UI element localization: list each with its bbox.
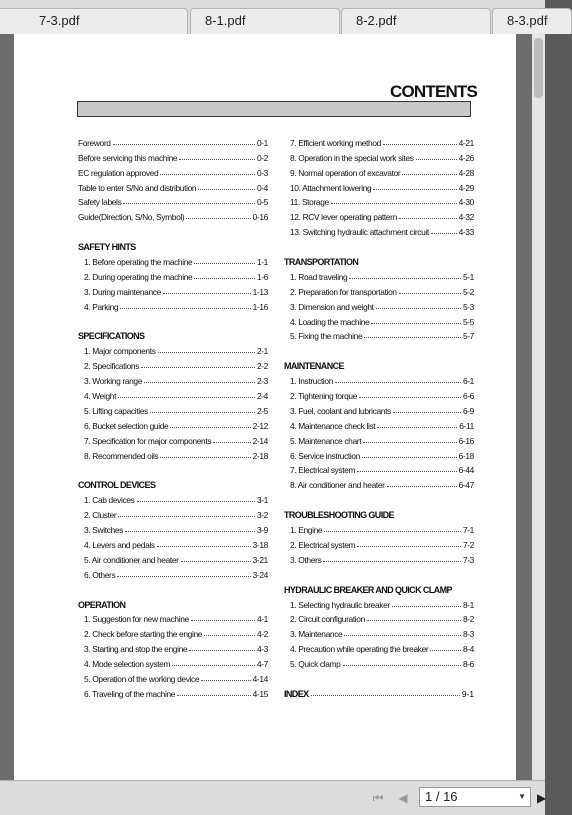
dot-leader <box>163 292 251 294</box>
toc-entry-page: 4-21 <box>458 137 474 148</box>
dot-leader <box>359 396 461 398</box>
toc-left-column <box>78 133 268 699</box>
toc-entry-title: 1. Instruction <box>290 376 334 387</box>
dot-leader <box>186 217 250 219</box>
toc-entry-page: 6-11 <box>459 420 474 431</box>
toc-entry-title: Safety labels <box>78 197 122 208</box>
toc-entry[interactable] <box>284 148 474 163</box>
toc-entry[interactable] <box>284 520 474 535</box>
toc-entry-title: 1. Suggestion for new machine <box>84 614 189 625</box>
toc-entry-page: 2-3 <box>256 376 268 387</box>
dot-leader <box>387 485 457 487</box>
toc-entry-page: 6-44 <box>458 465 474 476</box>
dot-leader <box>144 381 255 383</box>
toc-entry-title: 5. Quick clamp <box>290 659 341 670</box>
toc-entry-page: 5-1 <box>462 271 474 282</box>
dot-leader <box>344 634 461 636</box>
toc-entry[interactable] <box>78 267 268 282</box>
dot-leader <box>431 232 457 234</box>
dot-leader <box>311 694 460 696</box>
toc-entry-title: 4. Parking <box>84 301 119 312</box>
toc-entry[interactable] <box>78 565 268 580</box>
toc-entry[interactable] <box>78 535 268 550</box>
dot-leader <box>376 307 461 309</box>
toc-entry[interactable] <box>284 327 474 342</box>
dot-leader <box>118 515 255 517</box>
toc-entry-title: INDEX <box>284 688 309 699</box>
toc-entry-page: 7-1 <box>462 525 474 536</box>
toc-entry-page: 8-2 <box>462 614 474 625</box>
toc-entry-page: 5-5 <box>462 316 474 327</box>
tab-7-3[interactable] <box>0 8 188 34</box>
toc-entry-page: 0-1 <box>256 137 268 148</box>
toc-entry-title: 1. Major components <box>84 346 156 357</box>
toc-entry[interactable] <box>78 386 268 401</box>
toc-entry[interactable] <box>284 222 474 237</box>
toc-entry-title: 1. Engine <box>290 525 323 536</box>
toc-entry-page: 4-1 <box>256 614 268 625</box>
toc-entry[interactable] <box>284 371 474 386</box>
toc-entry-title: 3. Starting and stop the engine <box>84 644 188 655</box>
first-page-icon[interactable]: ⏮ <box>372 791 384 805</box>
toc-entry-title: Foreword <box>78 137 111 148</box>
toc-entry-page: 7-2 <box>462 539 474 550</box>
toc-entry-title: 4. Loading the machine <box>290 316 370 327</box>
dot-leader <box>141 366 255 368</box>
toc-entry[interactable] <box>284 654 474 669</box>
toc-entry-title: 2. Electrical system <box>290 539 356 550</box>
toc-entry[interactable] <box>284 416 474 431</box>
toc-entry-title: 3. Dimension and weight <box>290 301 374 312</box>
dot-leader <box>402 173 456 175</box>
toc-entry-title: 10. Attachment lowering <box>290 182 372 193</box>
dot-leader <box>367 619 461 621</box>
toc-entry[interactable] <box>284 624 474 639</box>
toc-entry[interactable] <box>284 297 474 312</box>
toc-entry[interactable] <box>78 252 268 267</box>
toc-entry[interactable] <box>78 639 268 654</box>
dot-leader <box>125 530 255 532</box>
toc-section-heading: SPECIFICATIONS <box>78 331 145 342</box>
dot-leader <box>430 649 461 651</box>
toc-entry-page: 2-18 <box>252 450 268 461</box>
toc-entry-title: 9. Normal operation of excavator <box>290 167 401 178</box>
toc-entry-title: 4. Weight <box>84 391 117 402</box>
toc-entry[interactable] <box>78 431 268 446</box>
dot-leader <box>357 545 461 547</box>
toc-entry[interactable] <box>78 371 268 386</box>
toc-entry[interactable] <box>284 639 474 654</box>
toc-entry-page: 6-9 <box>462 405 474 416</box>
pdf-viewer[interactable] <box>0 34 545 780</box>
dot-leader <box>204 634 255 636</box>
dot-leader <box>373 188 456 190</box>
toc-entry[interactable] <box>78 341 268 356</box>
toc-entry[interactable] <box>78 207 268 222</box>
toc-entry-page: 6-1 <box>462 376 474 387</box>
toc-entry-title: Table to enter S/No and distribution <box>78 182 197 193</box>
toc-entry[interactable] <box>78 550 268 565</box>
toc-entry[interactable] <box>284 535 474 550</box>
toc-entry-title: 5. Maintenance chart <box>290 435 362 446</box>
toc-entry-title: 5. Air conditioner and heater <box>84 554 179 565</box>
dot-leader <box>177 694 251 696</box>
toc-entry-page: 0-4 <box>256 182 268 193</box>
next-page-icon[interactable]: ▶ <box>537 791 547 805</box>
toc-right-column <box>284 133 474 699</box>
toc-entry[interactable] <box>284 550 474 565</box>
toc-entry[interactable] <box>284 401 474 416</box>
toc-entry[interactable] <box>78 446 268 461</box>
toc-entry-page: 5-7 <box>462 331 474 342</box>
toc-entry[interactable] <box>78 193 268 208</box>
toc-entry-page: 1-6 <box>256 271 268 282</box>
toc-entry[interactable] <box>78 401 268 416</box>
page-selector[interactable] <box>419 787 531 807</box>
toc-entry[interactable] <box>78 505 268 520</box>
toc-entry-title: 13. Switching hydraulic attachment circuit <box>290 227 429 238</box>
toc-entry[interactable] <box>284 282 474 297</box>
dot-leader <box>335 381 461 383</box>
toc-section-heading: OPERATION <box>78 599 126 610</box>
toc-entry-title: 1. Selecting hydraulic breaker <box>290 599 390 610</box>
dot-leader <box>392 605 461 607</box>
toc-section-heading: CONTROL DEVICES <box>78 480 156 491</box>
toc-entry-title: 7. Efficient working method <box>290 137 381 148</box>
toc-entry-page: 2-5 <box>256 405 268 416</box>
toc-entry-page: 4-2 <box>256 629 268 640</box>
toc-entry-page: 3-21 <box>252 554 268 565</box>
scrollbar-thumb[interactable] <box>534 38 543 98</box>
dot-leader <box>383 143 457 145</box>
chevron-down-icon: ▼ <box>518 792 526 801</box>
toc-entry-title: 8. Recommended oils <box>84 450 159 461</box>
toc-entry-title: 3. Maintenance <box>290 629 343 640</box>
toc-entry[interactable] <box>78 148 268 163</box>
toc-entry-page: 8-4 <box>462 644 474 655</box>
dot-leader <box>343 664 461 666</box>
toc-entry[interactable] <box>284 193 474 208</box>
dot-leader <box>158 351 255 353</box>
toc-entry-title: 3. Others <box>290 554 322 565</box>
toc-entry-title: 6. Bucket selection guide <box>84 420 169 431</box>
toc-entry-title: 7. Electrical system <box>290 465 356 476</box>
dot-leader <box>377 426 457 428</box>
toc-entry[interactable] <box>284 386 474 401</box>
vertical-scrollbar[interactable] <box>532 34 545 780</box>
toc-entry-title: EC regulation approved <box>78 167 159 178</box>
toc-entry[interactable] <box>78 282 268 297</box>
dot-leader <box>416 158 457 160</box>
dot-leader <box>349 277 461 279</box>
toc-entry[interactable] <box>78 178 268 193</box>
toc-entry-title: 1. Road traveling <box>290 271 348 282</box>
toc-entry-title: 12. RCV lever operating pattern <box>290 212 397 223</box>
toc-entry-title: 3. Working range <box>84 376 143 387</box>
toc-entry-page: 4-26 <box>458 152 474 163</box>
toc-entry-title: 2. Preparation for transportation <box>290 286 397 297</box>
toc-entry[interactable] <box>78 133 268 148</box>
dot-leader <box>120 307 250 309</box>
toc-entry-page: 6-6 <box>462 391 474 402</box>
dot-leader <box>213 441 250 443</box>
toc-entry[interactable] <box>78 624 268 639</box>
toc-section-heading: HYDRAULIC BREAKER AND QUICK CLAMP <box>284 584 452 595</box>
toc-entry[interactable] <box>284 595 474 610</box>
dot-leader <box>364 336 461 338</box>
page-navigation-bar <box>0 780 545 815</box>
tab-8-1[interactable] <box>190 8 340 34</box>
dot-leader <box>357 470 456 472</box>
dot-leader <box>118 396 255 398</box>
toc-entry-title: 3. Switches <box>84 525 123 536</box>
toc-entry[interactable] <box>78 610 268 625</box>
pdf-page <box>14 34 516 780</box>
toc-entry-page: 4-3 <box>256 644 268 655</box>
tab-label: 8-2.pdf <box>356 13 397 28</box>
toc-entry-title: 8. Air conditioner and heater <box>290 480 385 491</box>
dot-leader <box>172 664 255 666</box>
toc-entry-title: 3. Fuel, coolant and lubricants <box>290 405 391 416</box>
tab-bar <box>0 0 548 35</box>
toc-entry-title: 5. Lifting capacities <box>84 405 148 416</box>
toc-entry-page: 8-6 <box>462 659 474 670</box>
toc-entry-title: 1. Cab devices <box>84 495 135 506</box>
dot-leader <box>399 217 457 219</box>
toc-entry-title: 2. Tightening torque <box>290 391 358 402</box>
toc-entry-title: 2. Circuit configuration <box>290 614 365 625</box>
toc-entry-title: 2. Cluster <box>84 510 117 521</box>
toc-entry-title: 4. Mode selection system <box>84 659 171 670</box>
dot-leader <box>194 262 255 264</box>
dot-leader <box>371 322 461 324</box>
toc-entry-page: 1-16 <box>252 301 268 312</box>
toc-entry-page: 4-30 <box>458 197 474 208</box>
dot-leader <box>160 173 255 175</box>
dot-leader <box>324 530 461 532</box>
dot-leader <box>363 441 456 443</box>
tab-8-2[interactable] <box>341 8 491 34</box>
toc-entry[interactable] <box>78 356 268 371</box>
toc-entry-title: 7. Specification for major components <box>84 435 212 446</box>
toc-entry-title: Before servicing this machine <box>78 152 178 163</box>
toc-entry-page: 3-1 <box>256 495 268 506</box>
dot-leader <box>170 426 250 428</box>
toc-entry-page: 1-1 <box>256 257 268 268</box>
toc-entry-title: 8. Operation in the special work sites <box>290 152 414 163</box>
toc-entry-title: 11. Storage <box>290 197 329 208</box>
toc-entry-page: 4-32 <box>458 212 474 223</box>
dot-leader <box>181 560 251 562</box>
toc-entry-page: 3-18 <box>252 539 268 550</box>
toc-entry-title: 1. Before operating the machine <box>84 257 193 268</box>
title-rule-bar <box>77 101 471 117</box>
toc-entry-page: 6-16 <box>458 435 474 446</box>
toc-entry[interactable] <box>78 684 268 699</box>
toc-entry[interactable] <box>78 490 268 505</box>
dot-leader <box>331 202 457 204</box>
page-title: CONTENTS <box>390 82 478 101</box>
dot-leader <box>117 575 250 577</box>
dot-leader <box>201 679 250 681</box>
toc-entry-title: 2. During operating the machine <box>84 271 193 282</box>
toc-section-heading: TRANSPORTATION <box>284 257 359 268</box>
toc-entry-page: 0-5 <box>256 197 268 208</box>
toc-entry-page: 9-1 <box>461 688 474 699</box>
toc-entry-title: 4. Maintenance check list <box>290 420 376 431</box>
toc-entry[interactable] <box>284 610 474 625</box>
toc-entry[interactable] <box>78 669 268 684</box>
toc-entry[interactable] <box>284 267 474 282</box>
tab-label: 7-3.pdf <box>39 13 80 28</box>
toc-entry-title: 5. Fixing the machine <box>290 331 363 342</box>
toc-section-heading: SAFETY HINTS <box>78 242 136 253</box>
tab-8-3[interactable] <box>492 8 572 34</box>
toc-entry[interactable] <box>78 416 268 431</box>
dot-leader <box>123 202 255 204</box>
dot-leader <box>362 456 457 458</box>
prev-page-icon[interactable]: ◀ <box>398 791 408 805</box>
dot-leader <box>191 619 255 621</box>
toc-entry-title: 6. Service instruction <box>290 450 361 461</box>
toc-entry-page: 2-4 <box>256 391 268 402</box>
toc-entry-page: 3-24 <box>252 569 268 580</box>
dot-leader <box>393 411 461 413</box>
toc-entry-page: 5-2 <box>462 286 474 297</box>
toc-entry-page: 4-14 <box>252 673 268 684</box>
toc-entry[interactable] <box>284 163 474 178</box>
toc-entry-title: 4. Precaution while operating the breaker <box>290 644 429 655</box>
toc-entry[interactable] <box>78 520 268 535</box>
toc-entry-page: 1-13 <box>252 286 268 297</box>
toc-entry-page: 7-3 <box>462 554 474 565</box>
toc-entry-title: Guide(Direction, S/No, Symbol) <box>78 212 185 223</box>
toc-section-heading: MAINTENANCE <box>284 361 344 372</box>
toc-entry[interactable] <box>284 446 474 461</box>
toc-entry-page: 5-3 <box>462 301 474 312</box>
toc-entry[interactable] <box>284 207 474 222</box>
toc-entry-page: 6-18 <box>458 450 474 461</box>
toc-index-entry[interactable] <box>284 684 474 699</box>
toc-entry[interactable] <box>284 431 474 446</box>
toc-entry-page: 3-2 <box>256 510 268 521</box>
dot-leader <box>150 411 255 413</box>
toc-entry[interactable] <box>284 312 474 327</box>
toc-entry[interactable] <box>284 178 474 193</box>
toc-entry-page: 2-2 <box>256 361 268 372</box>
toc-entry-title: 6. Traveling of the machine <box>84 688 176 699</box>
tab-label: 8-1.pdf <box>205 13 246 28</box>
toc-entry[interactable] <box>284 461 474 476</box>
dot-leader <box>194 277 255 279</box>
toc-entry[interactable] <box>284 475 474 490</box>
dot-leader <box>160 456 250 458</box>
dot-leader <box>198 188 255 190</box>
toc-entry[interactable] <box>78 654 268 669</box>
toc-entry-page: 2-1 <box>256 346 268 357</box>
toc-entry-title: 3. During maintenance <box>84 286 161 297</box>
toc-entry-page: 4-33 <box>458 227 474 238</box>
toc-entry-page: 0-3 <box>256 167 268 178</box>
toc-entry-title: 2. Check before starting the engine <box>84 629 203 640</box>
toc-entry-page: 4-15 <box>252 688 268 699</box>
dot-leader <box>189 649 255 651</box>
toc-entry[interactable] <box>284 133 474 148</box>
toc-entry-title: 2. Specifications <box>84 361 140 372</box>
page-indicator: 1 / 16 <box>425 789 458 804</box>
toc-entry-page: 8-1 <box>462 599 474 610</box>
tab-label: 8-3.pdf <box>507 13 548 28</box>
toc-entry-title: 4. Levers and pedals <box>84 539 155 550</box>
toc-entry-page: 0-2 <box>256 152 268 163</box>
toc-entry[interactable] <box>78 163 268 178</box>
dot-leader <box>157 545 251 547</box>
toc-entry-page: 8-3 <box>462 629 474 640</box>
toc-entry-page: 2-14 <box>252 435 268 446</box>
toc-entry[interactable] <box>78 297 268 312</box>
toc-entry-page: 4-7 <box>256 659 268 670</box>
dot-leader <box>179 158 255 160</box>
toc-entry-page: 3-9 <box>256 525 268 536</box>
toc-entry-title: 6. Others <box>84 569 116 580</box>
toc-entry-title: 5. Operation of the working device <box>84 673 200 684</box>
dot-leader <box>137 500 255 502</box>
dot-leader <box>113 143 255 145</box>
toc-entry-page: 4-28 <box>458 167 474 178</box>
toc-entry-page: 4-29 <box>458 182 474 193</box>
dot-leader <box>399 292 461 294</box>
toc-entry-page: 6-47 <box>458 480 474 491</box>
toc-entry-page: 0-16 <box>252 212 268 223</box>
toc-section-heading: TROUBLESHOOTING GUIDE <box>284 510 394 521</box>
toc-entry-page: 2-12 <box>252 420 268 431</box>
dot-leader <box>323 560 461 562</box>
